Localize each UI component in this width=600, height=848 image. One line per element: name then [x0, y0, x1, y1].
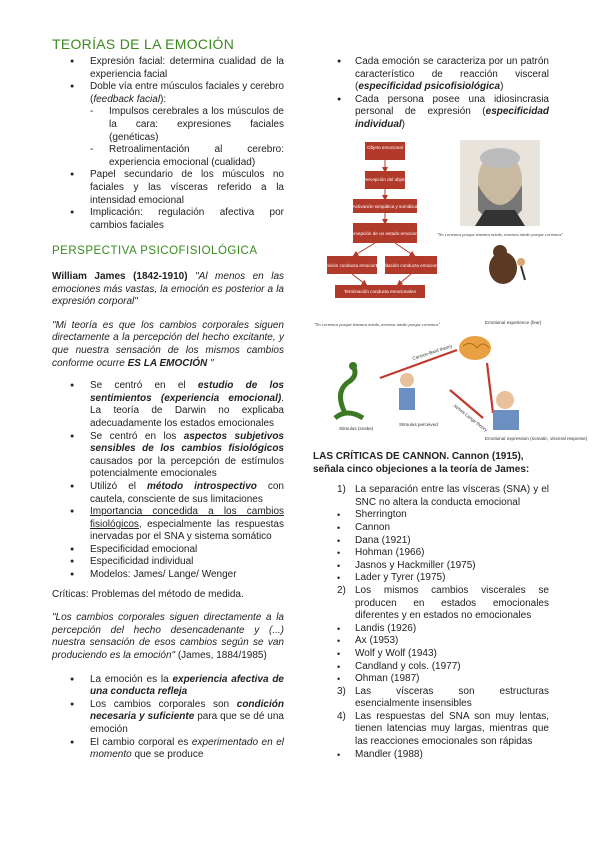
list-marker: •	[337, 636, 341, 647]
list-item: ● Papel secundario de los músculos no faciales y las vísceras referido a la intensidad emocional	[52, 169, 284, 207]
list-item: ● Se centró en el estudio de los sentimientos (experiencia emocional). La teoría de Darwin no explicaba adecuadamente los estados emocionales	[52, 380, 284, 430]
list-item	[313, 484, 549, 509]
list-text: Candland y cols. (1977)	[355, 660, 461, 672]
flow-node-label: Percepción de un estado emocional	[348, 231, 422, 236]
list-item	[313, 522, 549, 535]
james-quote: "Mi teoría es que los cambios corporales siguen directamente a la percepción del hecho excitante, y que nuestra sensación de los mismos cambios conforme ocurre ES LA EMOCIÓN "	[52, 319, 284, 369]
list-item	[313, 635, 549, 648]
james-paragraph: William James (1842-1910) "Al menos en las emociones más vastas, la emoción es posterior a la expresión corporal"	[52, 271, 285, 308]
section-heading: PERSPECTIVA PSICOFISIOLÓGICA	[52, 245, 258, 257]
page-title: TEORÍAS DE LA EMOCIÓN	[52, 36, 235, 52]
james-quote-2: "Los cambios corporales siguen directamente a la percepción del hecho desencadenante y (...) nuestra sensación de esos cambios según se van produciendo es la emoción" (James, 1884/1985)	[52, 612, 284, 662]
list-item	[313, 547, 549, 560]
list-marker: •	[337, 674, 341, 685]
james-portrait	[460, 140, 540, 226]
list-marker: •	[337, 648, 341, 659]
intro-list	[52, 56, 284, 232]
list-item	[313, 673, 549, 686]
list-item: ● Especificidad emocional	[52, 544, 284, 557]
list-marker: 4)	[337, 710, 346, 722]
list-text: Las vísceras son estructuras esencialmente insensibles	[355, 685, 549, 710]
list-marker: •	[337, 573, 341, 584]
snake-icon	[335, 362, 363, 418]
cannon-block	[313, 451, 549, 761]
list-marker: •	[337, 522, 341, 533]
person-icon	[399, 373, 415, 410]
james-block	[52, 271, 284, 762]
list-item: ● Modelos: James/ Lange/ Wenger	[52, 569, 284, 582]
list-item: ● Especificidad individual	[52, 556, 284, 569]
emotional-experience-label: Emotional experience (fear)	[485, 320, 542, 325]
stimulus-label: Stimulus (snake)	[339, 426, 374, 431]
bear-illustration	[489, 245, 525, 284]
list-item	[313, 509, 549, 522]
list-text: Ohman (1987)	[355, 673, 420, 685]
list-text: Cannon	[355, 521, 391, 533]
list-item: ● La emoción es la experiencia afectiva de una conducta refleja	[52, 674, 284, 699]
james-lange-label: James-Lange theory	[452, 402, 489, 433]
list-marker: •	[337, 535, 341, 546]
list-text: Ax (1953)	[355, 635, 399, 647]
flow-node-label: Facilitación conducta emocionales	[376, 263, 446, 268]
list-item	[313, 585, 549, 623]
list-text: Dana (1921)	[355, 534, 411, 546]
flow-node-label: Inhibición conducta emocionales	[318, 263, 386, 268]
list-item	[313, 560, 549, 573]
flow-node-label: Terminación conducta emocionales	[344, 289, 416, 294]
list-text: Los mismos cambios viscerales se producen en estados emocionales diferentes y en estados no emocionales	[355, 584, 549, 622]
list-text: Sherrington	[355, 509, 407, 521]
list-item: ● Cada persona posee una idiosincrasia personal de expresión (especificidad individual)	[313, 94, 549, 132]
list-item: - Retroalimentación al cerebro: experiencia emocional (cualidad)	[52, 144, 284, 169]
expression-label: Emotional expression (somatic, visceral response)	[485, 436, 588, 441]
list-item	[313, 572, 549, 585]
list-item: ● Implicación: regulación afectiva por cambios faciales	[52, 207, 284, 232]
list-marker: •	[337, 623, 341, 634]
list-text: Mandler (1988)	[355, 748, 423, 760]
list-marker: 3)	[337, 685, 346, 697]
list-item: ● Se centró en los aspectos subjetivos sensibles de los cambios fisiológicos causados por la percepción de estímulos potencialmente emocionales	[52, 431, 284, 481]
brain-icon	[459, 336, 491, 360]
list-item: ● Importancia concedida a los cambios fisiológicos, especialmente las respuestas inervadas por el SNA y sistema somático	[52, 506, 284, 544]
james-flowchart-figure	[318, 140, 564, 302]
list-item: ● Doble vía entre músculos faciales y cerebro (feedback facial):	[52, 81, 284, 106]
cannon-bard-label: Cannon-Bard theory	[411, 343, 453, 361]
list-item: ● Utilizó el método introspectivo con cautela, consciente de sus limitaciones	[52, 481, 284, 506]
frightened-person-icon	[493, 391, 519, 430]
list-item: ● Expresión facial: determina cualidad de la experiencia facial	[52, 56, 284, 81]
list-item	[313, 623, 549, 636]
list-item: ● Los cambios corporales son condición necesaria y suficiente para que se dé una emoción	[52, 699, 284, 737]
list-marker: 2)	[337, 584, 346, 596]
list-item	[313, 661, 549, 674]
list-marker: •	[337, 661, 341, 672]
flow-node-label: Activación simpática y somática	[352, 204, 418, 209]
list-marker: 1)	[337, 484, 346, 496]
diagram-caption: "No corremos porque tenemos miedo, tenemos miedo porque corremos"	[313, 322, 441, 327]
list-text: Lader y Tyrer (1975)	[355, 572, 446, 584]
flow-node-label: Objeto emocional	[367, 145, 403, 150]
cannon-heading: LAS CRÍTICAS DE CANNON. Cannon (1915), señala cinco objeciones a la teoría de James:	[313, 451, 530, 475]
list-marker: •	[337, 510, 341, 521]
list-marker: •	[337, 548, 341, 559]
list-item: ● El cambio corporal es experimentado en el momento que se produce	[52, 737, 284, 762]
list-text: Jasnos y Hackmiller (1975)	[355, 559, 476, 571]
list-text: Landis (1926)	[355, 622, 417, 634]
list-text: La separación entre las vísceras (SNA) y el SNC no altera la conducta emocional	[355, 484, 549, 508]
list-item	[313, 711, 549, 749]
list-item	[313, 686, 549, 711]
criticas-line: Críticas: Problemas del método de medida.	[52, 588, 244, 600]
list-item	[313, 535, 549, 548]
cannon-list	[313, 484, 549, 761]
list-text: Hohman (1966)	[355, 547, 425, 559]
perceived-label: Stimulus perceived	[399, 422, 438, 427]
list-item	[313, 648, 549, 661]
list-item: - Impulsos cerebrales a los músculos de la cara: expresiones faciales (genéticas)	[52, 106, 284, 144]
list-item	[313, 749, 549, 762]
flow-node-label: Percepción del objeto	[362, 177, 408, 182]
portrait-caption: "No corremos porque tenemos miedo, tenemos miedo porque corremos"	[436, 232, 564, 237]
theories-diagram	[313, 318, 588, 450]
list-item: ● Cada emoción se caracteriza por un patrón característico de reacción visceral (especificidad psicofisiológica)	[313, 56, 549, 94]
list-marker: •	[337, 560, 341, 571]
list-marker: •	[337, 749, 341, 760]
list-text: Wolf y Wolf (1943)	[355, 647, 437, 659]
list-text: Las respuestas del SNA son muy lentas, tienen latencias muy largas, mientras que las reacciones emocionales son rápidas	[355, 710, 549, 748]
right-top-list	[313, 56, 549, 132]
